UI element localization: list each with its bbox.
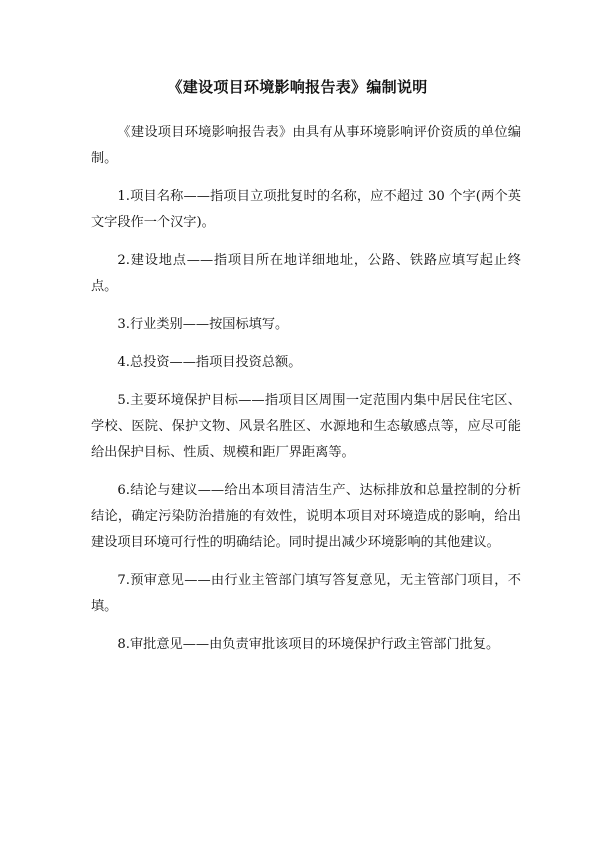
- item-approval-opinion: 8.审批意见——由负责审批该项目的环境保护行政主管部门批复。: [117, 637, 500, 652]
- intro-paragraph: 《建设项目环境影响报告表》由具有从事环境影响评价资质的单位编制。: [91, 125, 521, 166]
- item-construction-site: 2.建设地点——指项目所在地详细地址，公路、铁路应填写起止终点。: [91, 253, 521, 294]
- document-body: [91, 120, 521, 670]
- document-title: 《建设项目环境影响报告表》编制说明: [167, 78, 428, 96]
- item-project-name: 1.项目名称——指项目立项批复时的名称，应不超过 30 个字(两个英文字段作一个汉字)。: [91, 189, 521, 230]
- item-conclusions: 6.结论与建议——给出本项目清洁生产、达标排放和总量控制的分析结论，确定污染防治措施的有效性，说明本项目对环境造成的影响，给出建设项目环境可行性的明确结论。同时提出减少环境影响的其他建议。: [91, 483, 521, 550]
- item-preliminary-review: 7.预审意见——由行业主管部门填写答复意见，无主管部门项目，不填。: [91, 573, 521, 614]
- item-protection-targets: 5.主要环境保护目标——指项目区周围一定范围内集中居民住宅区、学校、医院、保护文物、风景名胜区、水源地和生态敏感点等，应尽可能给出保护目标、性质、规模和距厂界距离等。: [91, 393, 521, 460]
- item-total-investment: 4.总投资——指项目投资总额。: [117, 355, 302, 370]
- item-industry-category: 3.行业类别——按国标填写。: [117, 317, 289, 332]
